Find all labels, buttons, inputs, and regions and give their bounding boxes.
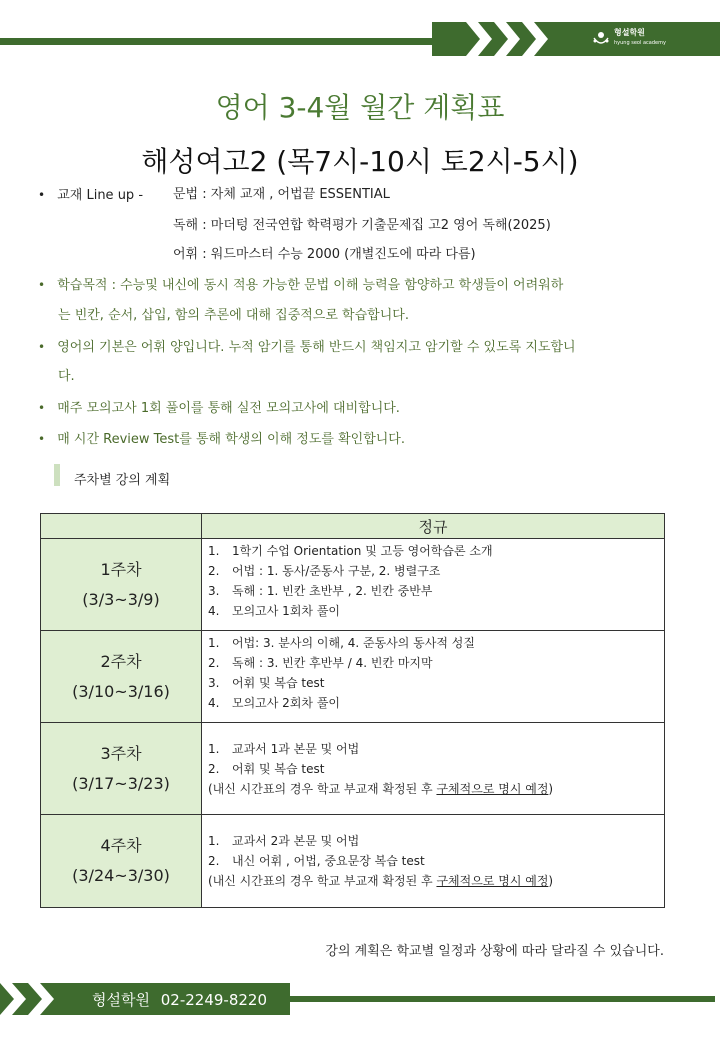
week-name: 2주차 (100, 651, 142, 671)
note-underlined: 구체적으로 명시 예정 (436, 874, 549, 888)
bullet-dot: • (38, 278, 46, 292)
page-title: 영어 3-4월 월간 계획표 (215, 91, 505, 124)
list-item (208, 851, 658, 871)
item-number: 1. (208, 741, 220, 756)
list-item (208, 673, 658, 693)
footer-name: 형설학원 (92, 991, 150, 1009)
item-number: 1. (208, 544, 220, 558)
table-row (41, 815, 665, 908)
week-cell (41, 539, 202, 631)
bullet-dot: • (38, 340, 46, 354)
item-text: 어법 : 1. 동사/준동사 구분, 2. 병렬구조 (232, 564, 441, 578)
list-item (208, 759, 658, 779)
list-item (208, 541, 658, 561)
bullet-text-cont: 는 빈칸, 순서, 삽입, 함의 추론에 대해 집중적으로 학습합니다. (58, 308, 409, 323)
week-cell (41, 723, 202, 815)
table-row (41, 723, 665, 815)
week-dates: (3/10~3/16) (72, 681, 170, 701)
week-dates: (3/24~3/30) (72, 866, 170, 885)
list-item (208, 581, 658, 601)
item-text: 어법: 3. 분사의 이해, 4. 준동사의 동사적 성질 (232, 636, 475, 650)
week-name: 4주차 (100, 836, 142, 855)
item-text: 교과서 2과 본문 및 어법 (232, 834, 360, 848)
item-number: 1. (208, 834, 220, 848)
item-number: 4. (208, 696, 220, 710)
item-number: 2. (208, 854, 220, 868)
lineup-label: 교재 Line up - (57, 188, 144, 203)
table-header-blank (41, 514, 202, 539)
bullet-text: 학습목적 : 수능및 내신에 동시 적용 가능한 문법 이해 능력을 함양하고 학생들이 어려워하 (57, 278, 564, 293)
chevron-icon (0, 983, 26, 1015)
note-text: (내신 시간표의 경우 학교 부교재 확정된 후 (208, 874, 437, 888)
chevron-icon (466, 22, 492, 56)
week-items (202, 815, 665, 908)
table-header-row (41, 514, 665, 539)
logo-subtitle: hyung seol academy (614, 40, 666, 46)
footer-rule (280, 996, 715, 1002)
item-text: 모의고사 1회차 풀이 (232, 604, 341, 618)
item-text: 교과서 1과 본문 및 어법 (232, 741, 360, 756)
bullet-text: 매 시간 Review Test를 통해 학생의 이해 정도를 확인합니다. (57, 432, 405, 447)
note-text: (내신 시간표의 경우 학교 부교재 확정된 후 (208, 781, 437, 796)
week-items (202, 723, 665, 815)
bullet-dot: • (38, 401, 46, 415)
footer-chevrons-icon (0, 983, 70, 1015)
list-item (208, 561, 658, 581)
item-text: 독해 : 1. 빈칸 초반부 , 2. 빈칸 중반부 (232, 584, 433, 598)
item-number: 1. (208, 636, 220, 650)
item-number: 2. (208, 761, 220, 776)
list-item (208, 693, 658, 713)
table-row (41, 539, 665, 631)
schedule-note (208, 871, 658, 891)
lineup-item: 독해 : 마더텅 전국연합 학력평가 기출문제집 고2 영어 독해(2025) (173, 218, 551, 233)
bullet-item (38, 276, 563, 295)
note-underlined: 구체적으로 명시 예정 (436, 781, 549, 796)
table-row (41, 631, 665, 723)
week-items (202, 631, 665, 723)
item-number: 3. (208, 584, 220, 598)
week-cell (41, 631, 202, 723)
item-number: 2. (208, 656, 220, 670)
item-number: 2. (208, 564, 220, 578)
weekly-plan-table (40, 513, 665, 908)
week-name: 1주차 (100, 559, 142, 579)
item-text: 독해 : 3. 빈칸 후반부 / 4. 빈칸 마지막 (232, 656, 433, 670)
list-item (208, 831, 658, 851)
week-cell (41, 815, 202, 908)
bullet-dot: • (38, 188, 46, 202)
bullet-text-cont: 다. (58, 369, 75, 384)
schedule-note (208, 779, 658, 799)
section-marker (54, 464, 60, 486)
list-item (208, 739, 658, 759)
bullet-dot: • (38, 432, 46, 446)
bullet-item (38, 338, 576, 357)
page-subtitle: 해성여고2 (목7시-10시 토2시-5시) (141, 145, 579, 178)
note-close: ) (548, 874, 554, 888)
bullet-text: 영어의 기본은 어휘 양입니다. 누적 암기를 통해 반드시 책임지고 암기할 수 있도록 지도합니 (57, 340, 576, 355)
item-number: 3. (208, 676, 220, 690)
logo-name: 형설학원 (614, 28, 645, 37)
table-header: 정규 (202, 514, 665, 539)
laurel-logo-icon (590, 28, 612, 50)
footer-phone[interactable]: 02-2249-8220 (160, 991, 268, 1009)
header-rule (0, 38, 440, 45)
week-name: 3주차 (100, 743, 142, 763)
week-dates: (3/3~3/9) (82, 589, 160, 609)
footer-contact (92, 989, 267, 1010)
academy-logo (586, 26, 716, 52)
header-chevrons-icon (466, 22, 556, 56)
item-text: 1학기 수업 Orientation 및 고등 영어학습론 소개 (232, 544, 493, 558)
chevron-icon (28, 983, 54, 1015)
lineup-item: 문법 : 자체 교재 , 어법끝 ESSENTIAL (173, 187, 390, 202)
list-item (208, 653, 658, 673)
chevron-icon (522, 22, 548, 56)
note-close: ) (548, 781, 554, 796)
list-item (208, 633, 658, 653)
closing-note: 강의 계획은 학교별 일정과 상황에 따라 달라질 수 있습니다. (325, 944, 664, 959)
item-text: 어휘 및 복습 test (232, 676, 325, 690)
week-dates: (3/17~3/23) (72, 773, 170, 793)
section-label: 주차별 강의 계획 (74, 473, 171, 488)
item-text: 내신 어휘 , 어법, 중요문장 복습 test (232, 854, 425, 868)
chevron-icon (494, 22, 520, 56)
item-text: 어휘 및 복습 test (232, 761, 325, 776)
week-items (202, 539, 665, 631)
item-text: 모의고사 2회차 풀이 (232, 696, 341, 710)
bullet-text: 매주 모의고사 1회 풀이를 통해 실전 모의고사에 대비합니다. (57, 401, 400, 416)
bullet-item (38, 430, 405, 449)
lineup-bullet (38, 186, 143, 205)
bullet-item (38, 399, 400, 418)
lineup-item: 어휘 : 워드마스터 수능 2000 (개별진도에 따라 다름) (173, 247, 476, 262)
item-number: 4. (208, 604, 220, 618)
list-item (208, 601, 658, 621)
